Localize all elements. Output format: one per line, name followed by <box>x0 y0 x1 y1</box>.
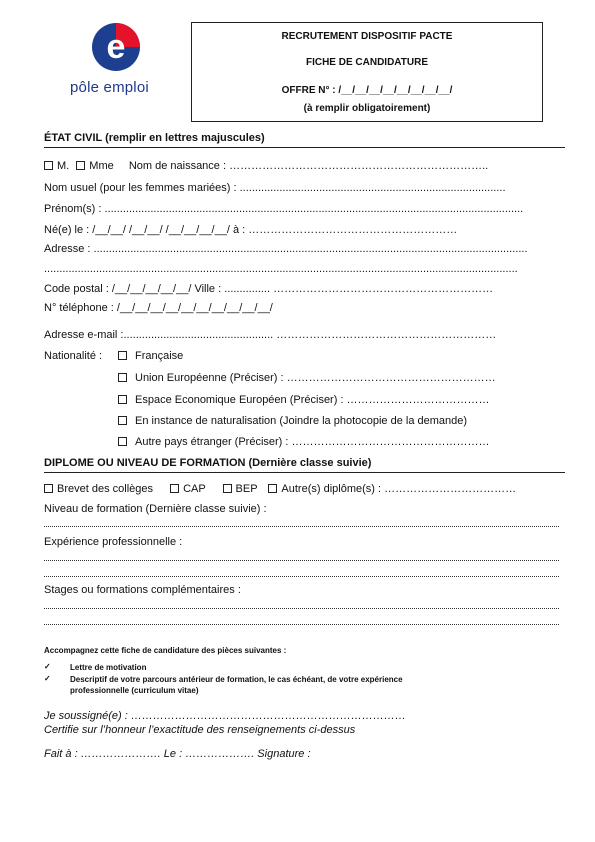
logo-emblem <box>60 20 180 82</box>
soussigne-field[interactable]: Je soussigné(e) : ………………………………………………………………… <box>44 710 406 722</box>
experience-label: Expérience professionnelle : <box>44 536 183 548</box>
fait-le-signature-field[interactable]: Fait à : …………………. Le : ………………. Signature : <box>44 748 311 760</box>
certification-text: Certifie sur l’honneur l’exactitude des renseignements ci-dessus <box>44 724 356 736</box>
checkbox-ue[interactable] <box>118 373 127 382</box>
section-rule <box>44 147 565 148</box>
label-brevet: Brevet des collèges <box>57 483 153 495</box>
checkbox-mme[interactable] <box>76 161 85 170</box>
checkbox-bep[interactable] <box>223 484 232 493</box>
nat-naturalisation: En instance de naturalisation (Joindre la photocopie de la demande) <box>135 415 468 427</box>
offer-note: (à remplir obligatoirement) <box>303 103 431 114</box>
nat-autre-pays[interactable]: Autre pays étranger (Préciser) : ……………………………………………… <box>135 436 490 448</box>
checkbox-cap[interactable] <box>170 484 179 493</box>
etat-civil-title: ÉTAT CIVIL (remplir en lettres majuscules) <box>44 132 265 144</box>
label-m: M. <box>57 160 70 172</box>
check-icon: ✓ <box>44 674 51 683</box>
piece-lettre: Lettre de motivation <box>70 663 147 672</box>
label-cap: CAP <box>183 483 206 495</box>
checkbox-eee[interactable] <box>118 395 127 404</box>
label-autres[interactable]: Autre(s) diplôme(s) : ……………………………… <box>281 483 517 495</box>
section-rule <box>44 472 565 473</box>
svg-text:e: e <box>106 28 126 66</box>
date-lieu-naissance-field[interactable]: Né(e) le : /__/__/ /__/__/ /__/__/__/__/ à : ………………………………………………… <box>44 224 458 236</box>
telephone-field[interactable]: N° téléphone : /__/__/__/__/__/__/__/__/__/__/ <box>44 302 273 314</box>
diplome-row <box>44 483 516 495</box>
nat-ue[interactable]: Union Européenne (Préciser) : ………………………………………………… <box>135 372 496 384</box>
stages-line-2[interactable] <box>44 624 559 625</box>
niveau-label: Niveau de formation (Dernière classe suivie) : <box>44 503 267 515</box>
logo-text: pôle emploi <box>70 79 149 96</box>
piece-cv: professionnelle (curriculum vitae) <box>70 686 199 695</box>
nat-eee[interactable]: Espace Economique Européen (Préciser) : ………………………………… <box>135 394 490 406</box>
header-box <box>191 22 543 122</box>
email-field[interactable]: Adresse e-mail :................................................. …………………………………………………… <box>44 329 497 341</box>
label-bep: BEP <box>235 483 258 495</box>
experience-line-2[interactable] <box>44 576 559 577</box>
stages-label: Stages ou formations complémentaires : <box>44 584 241 596</box>
nationalite-label: Nationalité : <box>44 350 103 362</box>
header-subtitle: FICHE DE CANDIDATURE <box>305 57 429 68</box>
code-postal-ville-field[interactable]: Code postal : /__/__/__/__/__/ Ville : ............... …………………………………………………… <box>44 283 494 295</box>
piece-parcours: Descriptif de votre parcours antérieur de formation, le cas échéant, de votre expérience <box>70 675 403 684</box>
check-icon: ✓ <box>44 662 51 671</box>
nom-naissance-field[interactable]: Nom de naissance : …………………………………………………………….. <box>128 160 489 172</box>
checkbox-autres[interactable] <box>268 484 277 493</box>
checkbox-autre-pays[interactable] <box>118 437 127 446</box>
checkbox-naturalisation[interactable] <box>118 416 127 425</box>
niveau-line[interactable] <box>44 526 559 527</box>
nat-francaise: Française <box>135 350 184 362</box>
nom-usuel-field[interactable]: Nom usuel (pour les femmes mariées) : ....................................................................................... <box>44 182 506 194</box>
adresse-field[interactable]: Adresse : .............................................................................................................................................. <box>44 243 528 255</box>
civility-row <box>44 160 488 172</box>
adresse-field-2[interactable]: ........................................................................................................................................................... <box>44 263 518 275</box>
prenom-field[interactable]: Prénom(s) : ......................................................................................................................................... <box>44 203 524 215</box>
checkbox-m[interactable] <box>44 161 53 170</box>
label-mme: Mme <box>89 160 114 172</box>
checkbox-brevet[interactable] <box>44 484 53 493</box>
stages-line-1[interactable] <box>44 608 559 609</box>
experience-line-1[interactable] <box>44 560 559 561</box>
header-title: RECRUTEMENT DISPOSITIF PACTE <box>281 31 453 42</box>
diplome-title: DIPLOME OU NIVEAU DE FORMATION (Dernière classe suivie) <box>44 457 372 469</box>
offer-number: OFFRE N° : /__/__/__/__/__/__/__/__/ <box>281 85 453 96</box>
pieces-title: Accompagnez cette fiche de candidature des pièces suivantes : <box>44 646 287 655</box>
checkbox-francaise[interactable] <box>118 351 127 360</box>
